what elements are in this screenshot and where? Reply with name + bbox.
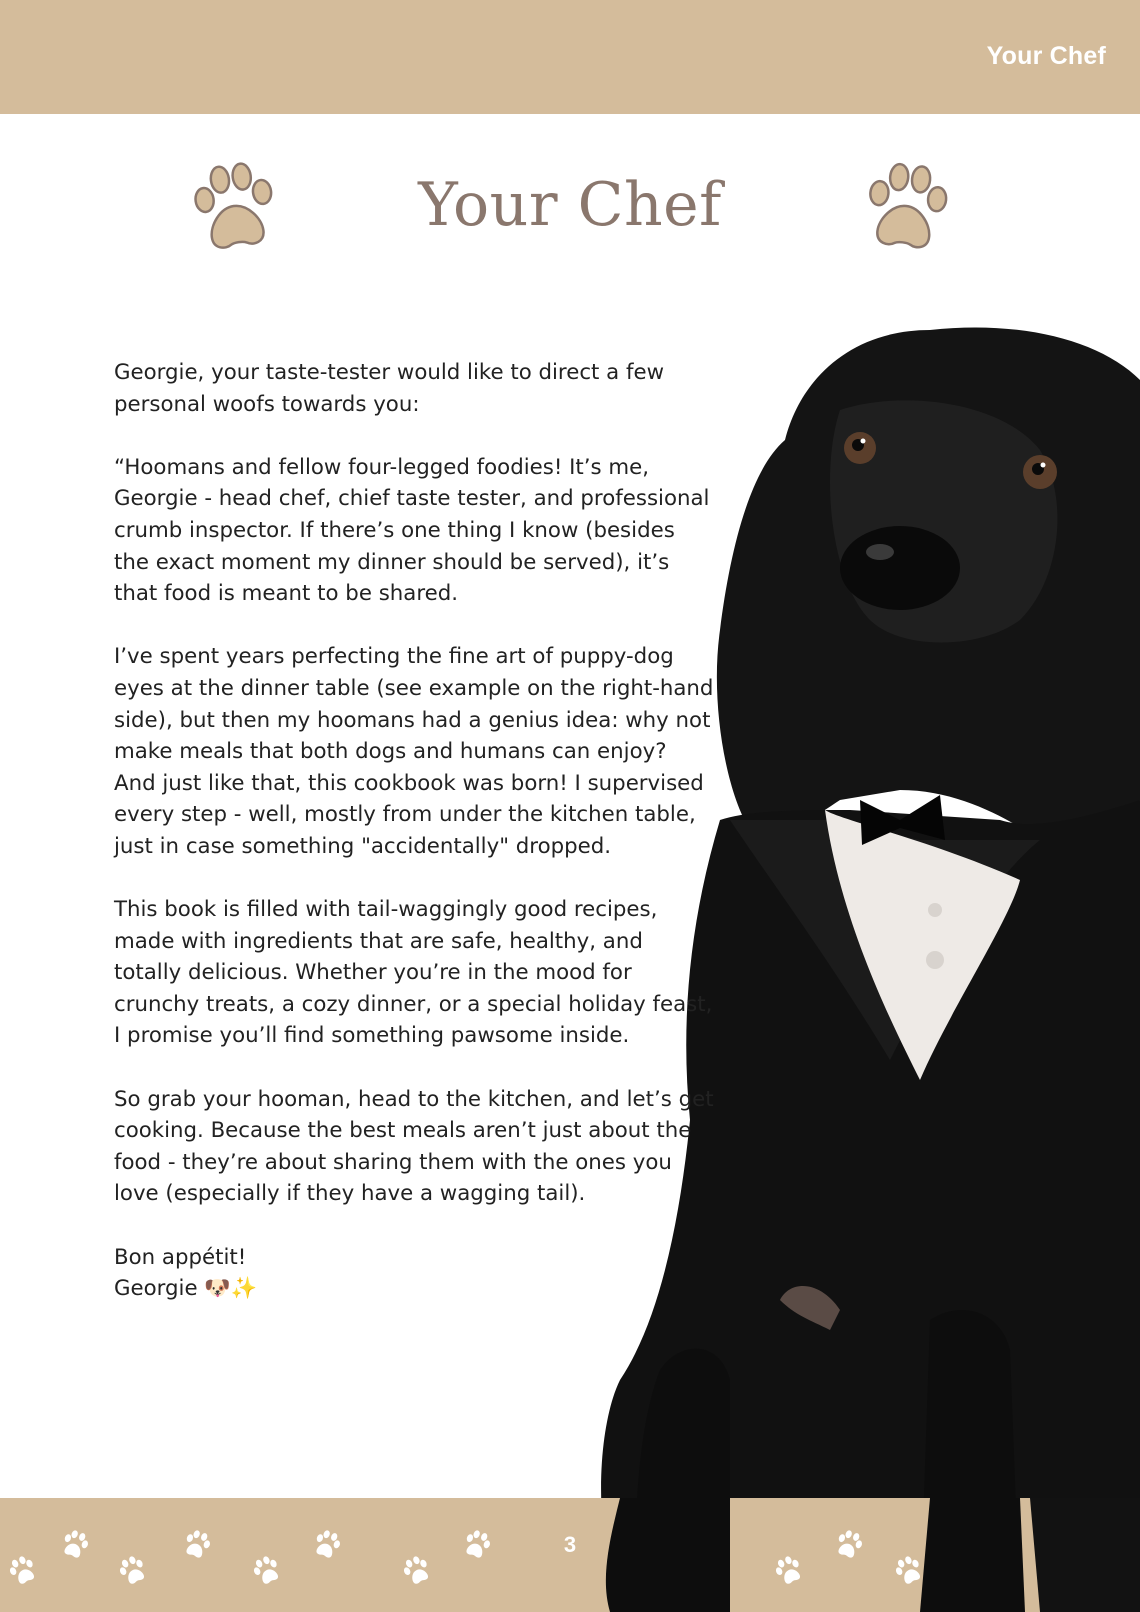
letter-paragraph: “Hoomans and fellow four-legged foodies! It’s me, Georgie - head chef, chief taste tester, and professional crumb inspector. If there’s one thing I know (besides the exact moment my dinner should be served), it’s that food is meant to be shared. bbox=[114, 454, 710, 607]
page-title: Your Chef bbox=[418, 170, 722, 240]
paw-print-icon bbox=[252, 1556, 282, 1586]
letter-body bbox=[114, 357, 714, 1305]
letter-paragraph: This book is filled with tail-waggingly good recipes, made with ingredients that are safe, healthy, and totally delicious. Whether you’re in the mood for crunchy treats, a cozy dinner, or a special holiday feast, I promise you’ll find something pawsome inside. bbox=[114, 897, 713, 1049]
signoff-greeting: Bon appétit! bbox=[114, 1244, 247, 1270]
intro-paragraph: Georgie, your taste-tester would like to direct a few personal woofs towards you: bbox=[114, 360, 664, 417]
paw-print-icon bbox=[402, 1556, 432, 1586]
paw-print-icon bbox=[118, 1556, 148, 1586]
letter-paragraph: I’ve spent years perfecting the fine art of puppy-dog eyes at the dinner table (see example on the right-hand side), but then my hoomans had a genius idea: why not make meals that both dogs and humans can enjoy? And just like that, this cookbook was born! I supervised every step - well, mostly from under the kitchen table, just in case something "accidentally" dropped. bbox=[114, 644, 714, 859]
running-header: Your Chef bbox=[986, 42, 1106, 70]
signoff-signature: Georgie 🐶✨ bbox=[114, 1276, 258, 1302]
header-band bbox=[0, 0, 1140, 114]
paw-print-icon bbox=[8, 1556, 38, 1586]
page-number: 3 bbox=[563, 1532, 577, 1557]
paw-print-icon bbox=[856, 158, 956, 258]
letter-paragraph: So grab your hooman, head to the kitchen, and let’s get cooking. Because the best meals aren’t just about the food - they’re about sharing them with the ones you love (especially if they have a wagging tail). bbox=[114, 1086, 714, 1207]
footer-band bbox=[0, 1498, 1140, 1612]
